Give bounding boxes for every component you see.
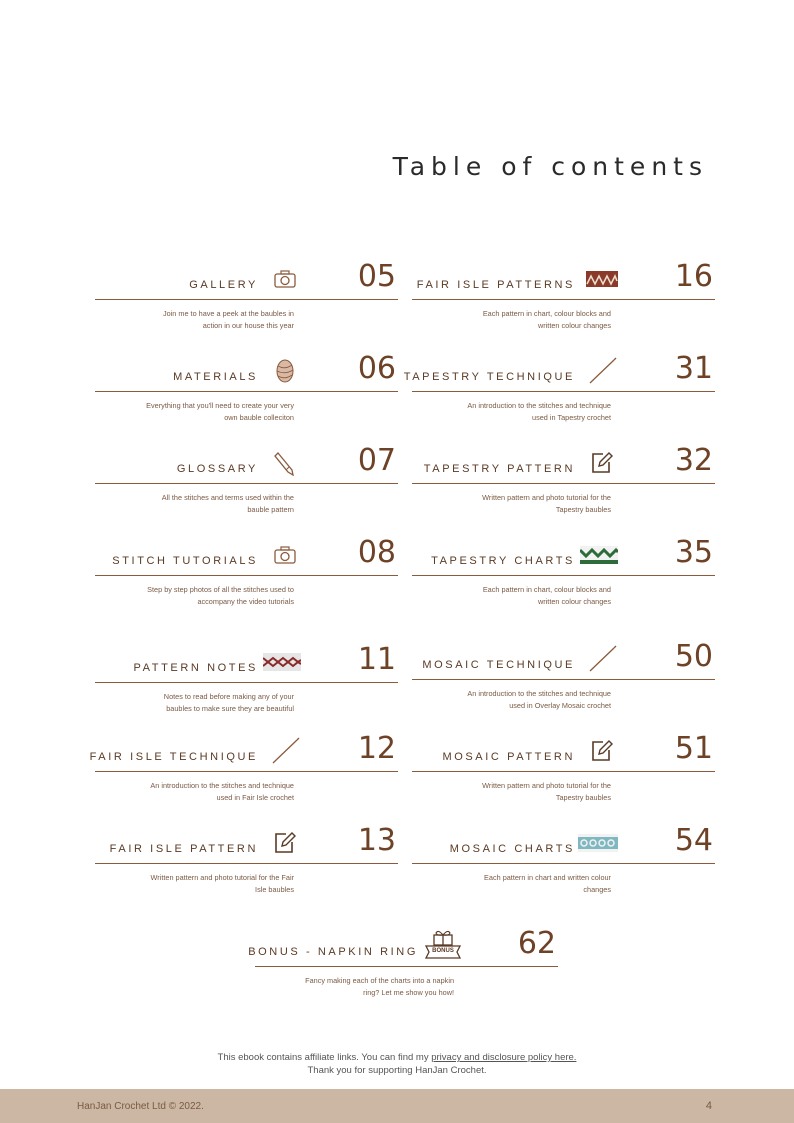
privacy-policy-link[interactable]: privacy and disclosure policy here. (431, 1052, 577, 1063)
entry-description: Step by step photos of all the stitches used to accompany the video tutorials (147, 585, 294, 606)
entry-page-number: 11 (357, 642, 396, 677)
entry-page-number: 12 (357, 731, 396, 766)
crochet-hook-icon (268, 737, 302, 765)
entry-label: GALLERY (189, 279, 258, 291)
entry-description: Written pattern and photo tutorial for the Tapestry baubles (482, 493, 611, 514)
edit-icon (585, 737, 619, 765)
toc-entry-tapestry-charts[interactable] (412, 532, 715, 622)
toc-entry-fair-isle-technique[interactable] (89, 728, 398, 818)
tapestry-swatch-icon (579, 541, 619, 569)
entry-description: Notes to read before making any of your baubles to make sure they are beautiful (163, 692, 294, 713)
toc-entry-bonus-napkin-ring[interactable] (248, 923, 558, 1013)
pattern-swatch-icon (262, 648, 302, 676)
entry-page-number: 07 (357, 443, 396, 478)
entry-label: TAPESTRY CHARTS (431, 555, 575, 567)
entry-label: MOSAIC CHARTS (449, 843, 575, 855)
entry-description: Fancy making each of the charts into a napkin ring? Let me show you how! (305, 976, 454, 997)
entry-label: MATERIALS (173, 371, 258, 383)
page-number: 4 (705, 1100, 712, 1112)
entry-page-number: 06 (357, 351, 396, 386)
toc-entry-gallery[interactable] (95, 256, 398, 346)
toc-entry-tapestry-technique[interactable] (403, 348, 715, 438)
toc-entry-pattern-notes[interactable] (95, 639, 398, 729)
entry-description: An introduction to the stitches and technique used in Tapestry crochet (467, 401, 611, 422)
entry-label: FAIR ISLE TECHNIQUE (89, 751, 258, 763)
crochet-hook-icon (585, 645, 619, 673)
mosaic-swatch-icon (577, 829, 619, 857)
entry-description: An introduction to the stitches and technique used in Fair Isle crochet (150, 781, 294, 802)
entry-description: An introduction to the stitches and technique used in Overlay Mosaic crochet (467, 689, 611, 710)
fair-isle-swatch-icon (585, 265, 619, 293)
entry-label: MOSAIC TECHNIQUE (422, 659, 575, 671)
entry-description: Written pattern and photo tutorial for the Tapestry baubles (482, 781, 611, 802)
affiliate-note: This ebook contains affiliate links. You can find my privacy and disclosure policy here. Thank you for supporting HanJan Crochet. (217, 1052, 577, 1076)
toc-entry-tapestry-pattern[interactable] (412, 440, 715, 530)
toc-entry-glossary[interactable] (95, 440, 398, 530)
page-title: Table of contents (392, 152, 708, 181)
entry-page-number: 16 (674, 259, 713, 294)
toc-entry-mosaic-technique[interactable] (412, 636, 715, 726)
entry-page-number: 54 (674, 823, 713, 858)
entry-page-number: 50 (674, 639, 713, 674)
toc-entry-stitch-tutorials[interactable] (95, 532, 398, 622)
entry-label: GLOSSARY (176, 463, 258, 475)
edit-icon (585, 449, 619, 477)
entry-label: BONUS - NAPKIN RING (248, 946, 418, 958)
copyright-text: HanJan Crochet Ltd © 2022. (77, 1101, 204, 1112)
page-footer (0, 1089, 794, 1123)
toc-entry-fair-isle-pattern[interactable] (95, 820, 398, 910)
entry-page-number: 62 (517, 926, 556, 961)
entry-description: Each pattern in chart, colour blocks and written colour changes (482, 585, 611, 606)
entry-description: Everything that you'll need to create your very own bauble colleciton (146, 401, 294, 422)
entry-description: Each pattern in chart, colour blocks and written colour changes (482, 309, 611, 330)
entry-description: All the stitches and terms used within the bauble pattern (161, 493, 294, 514)
toc-entry-mosaic-charts[interactable] (412, 820, 715, 910)
entry-label: FAIR ISLE PATTERN (109, 843, 258, 855)
entry-page-number: 05 (357, 259, 396, 294)
entry-page-number: 08 (357, 535, 396, 570)
camera-icon (268, 541, 302, 569)
yarn-ball-icon (268, 357, 302, 385)
entry-page-number: 51 (674, 731, 713, 766)
entry-page-number: 35 (674, 535, 713, 570)
entry-page-number: 32 (674, 443, 713, 478)
toc-entry-materials[interactable] (95, 348, 398, 438)
entry-label: STITCH TUTORIALS (112, 555, 258, 567)
entry-description: Join me to have a peek at the baubles in action in our house this year (162, 309, 294, 330)
entry-page-number: 13 (357, 823, 396, 858)
crochet-hook-icon (585, 357, 619, 385)
entry-label: MOSAIC PATTERN (442, 751, 575, 763)
entry-description: Each pattern in chart and written colour changes (484, 873, 611, 894)
edit-icon (268, 829, 302, 857)
entry-description: Written pattern and photo tutorial for the Fair Isle baubles (150, 873, 294, 894)
pencil-icon (268, 449, 302, 477)
camera-icon (268, 265, 302, 293)
entry-page-number: 31 (674, 351, 713, 386)
entry-label: PATTERN NOTES (133, 662, 258, 674)
bonus-badge-text: BONUS (432, 948, 454, 954)
toc-entry-fair-isle-patterns[interactable] (412, 256, 715, 346)
entry-label: FAIR ISLE PATTERNS (416, 279, 575, 291)
gift-bonus-icon (424, 928, 462, 960)
entry-label: TAPESTRY PATTERN (423, 463, 575, 475)
toc-entry-mosaic-pattern[interactable] (412, 728, 715, 818)
entry-label: TAPESTRY TECHNIQUE (403, 371, 575, 383)
